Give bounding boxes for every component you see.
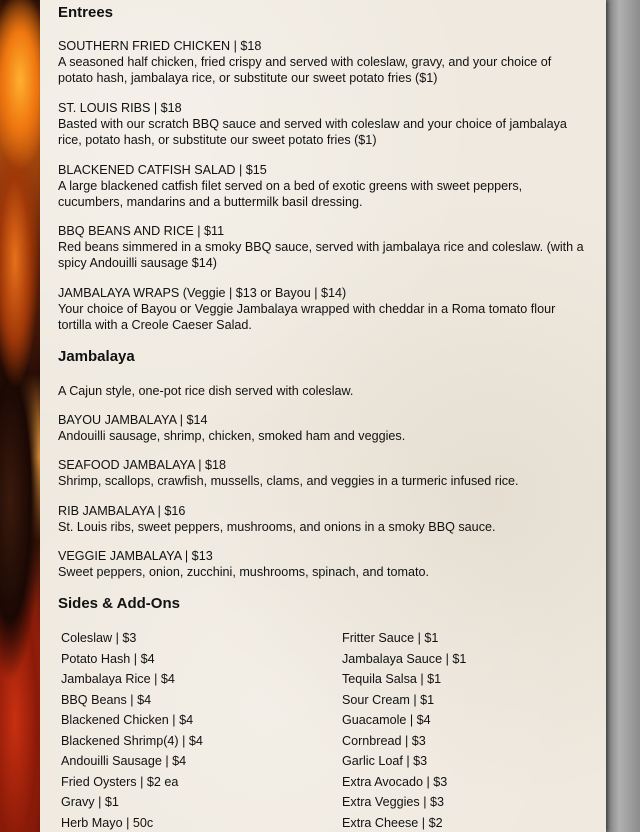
menu-page xyxy=(40,0,606,832)
entree-item xyxy=(58,285,588,333)
side-item: Andouilli Sausage | $4 xyxy=(61,754,187,768)
side-item: Blackened Chicken | $4 xyxy=(61,713,194,727)
jambalaya-description: St. Louis ribs, sweet peppers, mushrooms, and onions in a smoky BBQ sauce. xyxy=(58,520,496,534)
side-item: Blackened Shrimp(4) | $4 xyxy=(61,733,203,748)
entree-description: Basted with our scratch BBQ sauce and served with coleslaw and your choice of jambalaya rice, potato hash, or substitute our sweet potato fries ($1) xyxy=(58,117,567,147)
side-item: Guacamole | $4 xyxy=(342,713,431,727)
sides-right-column xyxy=(342,628,582,832)
jambalaya-description: Sweet peppers, onion, zucchini, mushrooms, spinach, and tomato. xyxy=(58,565,430,579)
side-item: Tequila Salsa | $1 xyxy=(342,672,442,686)
entree-item xyxy=(58,38,588,86)
jambalaya-item xyxy=(58,412,588,444)
side-item: Herb Mayo | 50c xyxy=(61,815,154,830)
entree-title: BBQ BEANS AND RICE | $11 xyxy=(58,224,225,238)
side-item: Cornbread | $3 xyxy=(342,733,426,748)
entree-description: A seasoned half chicken, fried crispy and served with coleslaw, gravy, and your choice of potato hash, jambalaya rice, or substitute our sweet potato fries ($1) xyxy=(58,55,552,85)
entree-description: A large blackened catfish filet served on a bed of exotic greens with sweet peppers, cucumbers, mandarins and a buttermilk basil dressing. xyxy=(58,179,523,209)
side-item: Jambalaya Sauce | $1 xyxy=(342,651,467,666)
side-item: BBQ Beans | $4 xyxy=(61,692,152,707)
jambalaya-item xyxy=(58,548,588,580)
right-background-edge xyxy=(606,0,640,832)
left-decorative-artwork xyxy=(0,0,40,832)
entree-description: Red beans simmered in a smoky BBQ sauce, served with jambalaya rice and coleslaw. (with a spicy Andouilli sausage $14) xyxy=(58,240,584,270)
jambalaya-title: SEAFOOD JAMBALAYA | $18 xyxy=(58,458,226,472)
jambalaya-title: BAYOU JAMBALAYA | $14 xyxy=(58,413,208,427)
entree-title: SOUTHERN FRIED CHICKEN | $18 xyxy=(58,39,262,53)
entree-item xyxy=(58,162,588,210)
side-item: Extra Veggies | $3 xyxy=(342,795,444,809)
sides-left-column xyxy=(61,628,301,832)
jambalaya-title: RIB JAMBALAYA | $16 xyxy=(58,504,186,518)
side-item: Sour Cream | $1 xyxy=(342,692,435,707)
entree-title: JAMBALAYA WRAPS (Veggie | $13 or Bayou | $14) xyxy=(58,286,347,300)
entree-description: Your choice of Bayou or Veggie Jambalaya wrapped with cheddar in a Roma tomato flour tortilla with a Creole Caeser Salad. xyxy=(58,302,556,332)
jambalaya-title: VEGGIE JAMBALAYA | $13 xyxy=(58,549,213,563)
jambalaya-description: Shrimp, scallops, crawfish, mussells, clams, and veggies in a turmeric infused rice. xyxy=(58,474,519,488)
side-item: Extra Avocado | $3 xyxy=(342,774,448,789)
side-item: Garlic Loaf | $3 xyxy=(342,754,428,768)
entree-title: ST. LOUIS RIBS | $18 xyxy=(58,101,182,115)
side-item: Jambalaya Rice | $4 xyxy=(61,672,175,686)
entree-title: BLACKENED CATFISH SALAD | $15 xyxy=(58,163,267,177)
jambalaya-description: Andouilli sausage, shrimp, chicken, smoked ham and veggies. xyxy=(58,429,406,443)
jambalaya-heading: Jambalaya xyxy=(58,348,135,365)
side-item: Coleslaw | $3 xyxy=(61,631,137,645)
entree-item xyxy=(58,100,588,148)
side-item: Fried Oysters | $2 ea xyxy=(61,774,179,789)
side-item: Fritter Sauce | $1 xyxy=(342,631,439,645)
entree-item xyxy=(58,223,588,271)
entrees-heading: Entrees xyxy=(58,4,114,21)
sides-heading: Sides & Add-Ons xyxy=(58,595,180,612)
side-item: Gravy | $1 xyxy=(61,795,119,809)
side-item: Extra Cheese | $2 xyxy=(342,815,443,830)
jambalaya-item xyxy=(58,457,588,489)
jambalaya-item xyxy=(58,503,588,535)
jambalaya-intro: A Cajun style, one-pot rice dish served with coleslaw. xyxy=(58,384,354,398)
side-item: Potato Hash | $4 xyxy=(61,651,155,666)
